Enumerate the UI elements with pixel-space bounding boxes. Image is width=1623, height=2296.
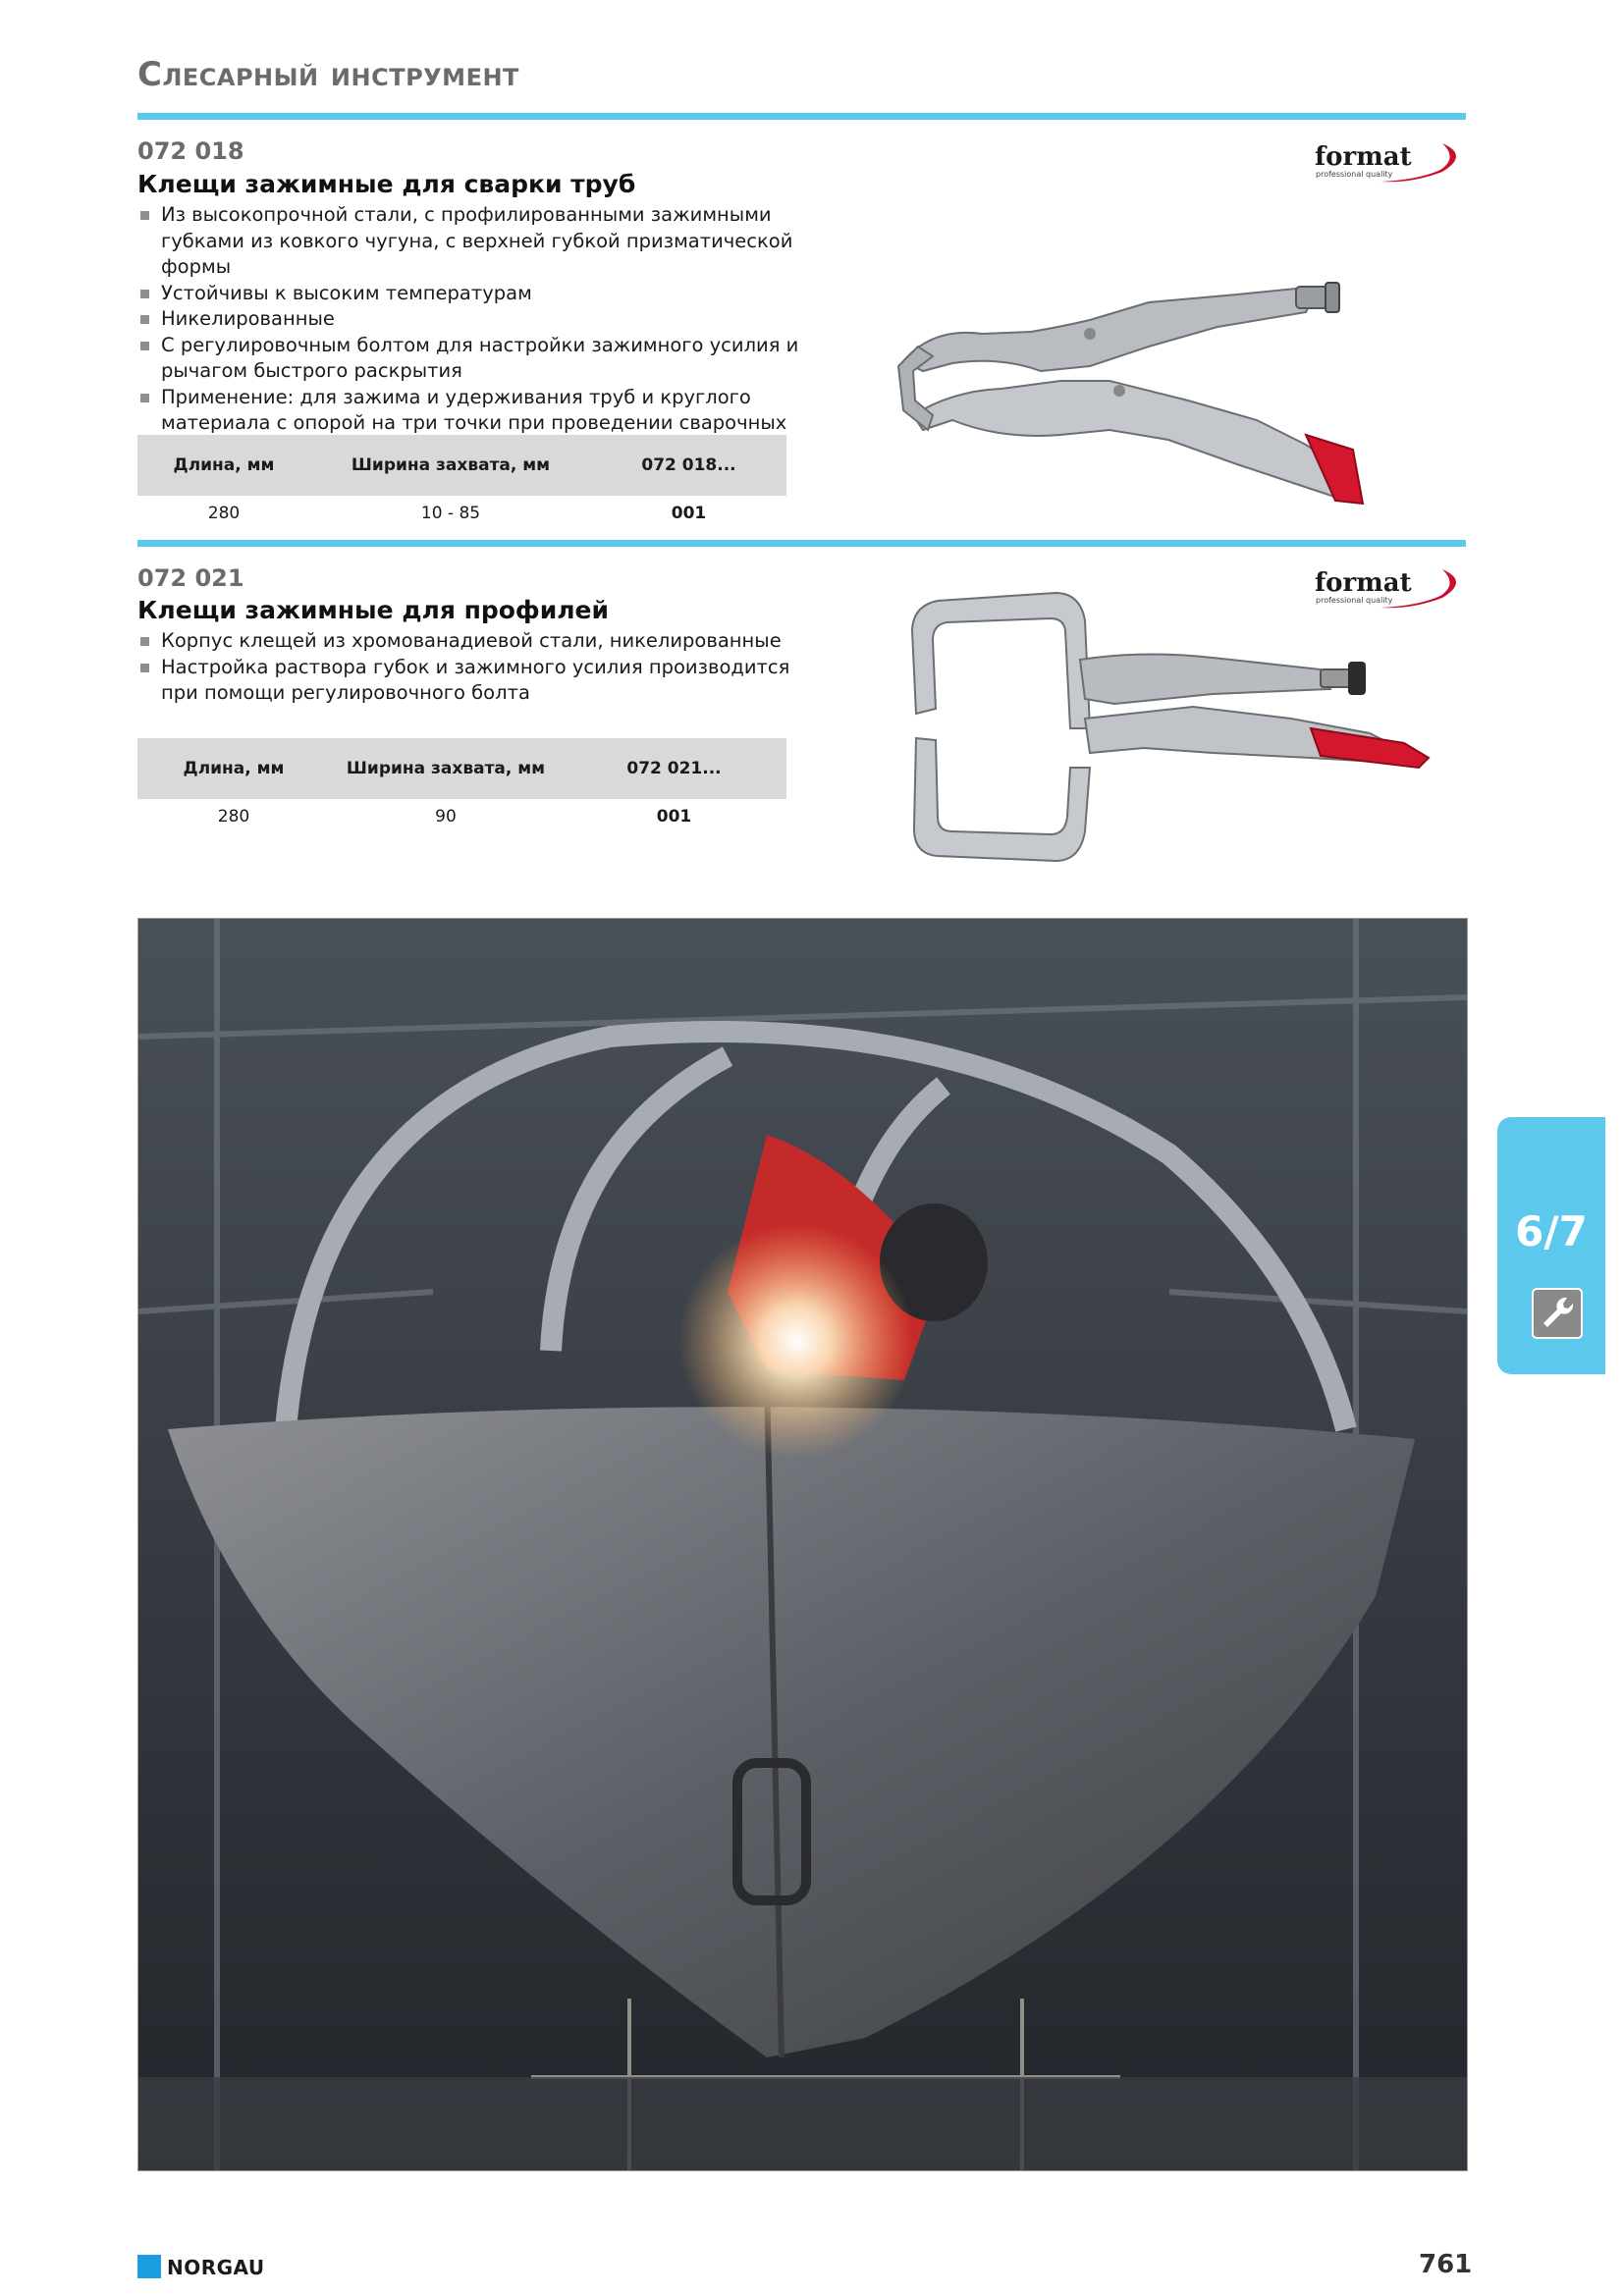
feature-item: Корпус клещей из хромованадиевой стали, никелированные: [137, 628, 805, 655]
profile-clamp-pliers-image: [898, 581, 1434, 866]
feature-item: Настройка раствора губок и зажимного усилия производится при помощи регулировочного болта: [137, 655, 805, 707]
chapter-tab-label: 6/7: [1515, 1207, 1588, 1255]
product-features: [137, 202, 844, 462]
product-code: 072 018: [137, 137, 244, 165]
logo-text: format: [1315, 142, 1412, 172]
table-cell: 280: [217, 807, 250, 827]
format-logo: [1313, 140, 1465, 186]
product-code: 072 021: [137, 564, 244, 592]
table-row: [137, 496, 786, 531]
table-row: [137, 799, 786, 834]
product-title: Клещи зажимные для сварки труб: [137, 170, 636, 198]
feature-item: Из высокопрочной стали, с профилированными зажимными губками из ковкого чугуна, с верхней губкой призматической формы: [137, 202, 844, 281]
header-divider: [137, 113, 1466, 120]
column-header: 072 018...: [591, 435, 786, 496]
column-header: Длина, мм: [137, 435, 310, 496]
table-cell: 10 - 85: [420, 504, 481, 523]
welding-boat-photo: [137, 918, 1468, 2171]
logo-tagline: professional quality: [1316, 170, 1393, 179]
section-title: Слесарный инструмент: [137, 55, 519, 94]
norgau-logo-square: [137, 2255, 161, 2278]
product-features: [137, 628, 805, 707]
table-cell: 280: [207, 504, 241, 523]
feature-item: Применение: для зажима и удерживания труб и круглого материала с опорой на три точки при проведении сварочных: [137, 385, 844, 463]
footer-brand: NORGAU: [167, 2256, 265, 2279]
feature-item: Устойчивы к высоким температурам: [137, 281, 844, 307]
column-header: Ширина захвата, мм: [330, 738, 562, 799]
feature-item: Никелированные: [137, 306, 844, 333]
table-cell: 90: [435, 807, 457, 827]
feature-item: С регулировочным болтом для настройки зажимного усилия и рычагом быстрого раскрытия: [137, 333, 844, 385]
wrench-icon: [1532, 1288, 1583, 1339]
logo-text: format: [1315, 568, 1412, 598]
column-header: Ширина захвата, мм: [310, 435, 591, 496]
table-cell: 001: [656, 807, 692, 827]
table-cell: 001: [671, 504, 707, 523]
column-header: 072 021...: [562, 738, 786, 799]
logo-tagline: professional quality: [1316, 596, 1393, 605]
page-number: 761: [1419, 2250, 1473, 2279]
welding-pliers-image: [893, 273, 1414, 518]
spec-table: [137, 738, 786, 834]
section-divider: [137, 540, 1466, 547]
spec-table: [137, 435, 786, 531]
column-header: Длина, мм: [137, 738, 330, 799]
product-title: Клещи зажимные для профилей: [137, 596, 610, 624]
